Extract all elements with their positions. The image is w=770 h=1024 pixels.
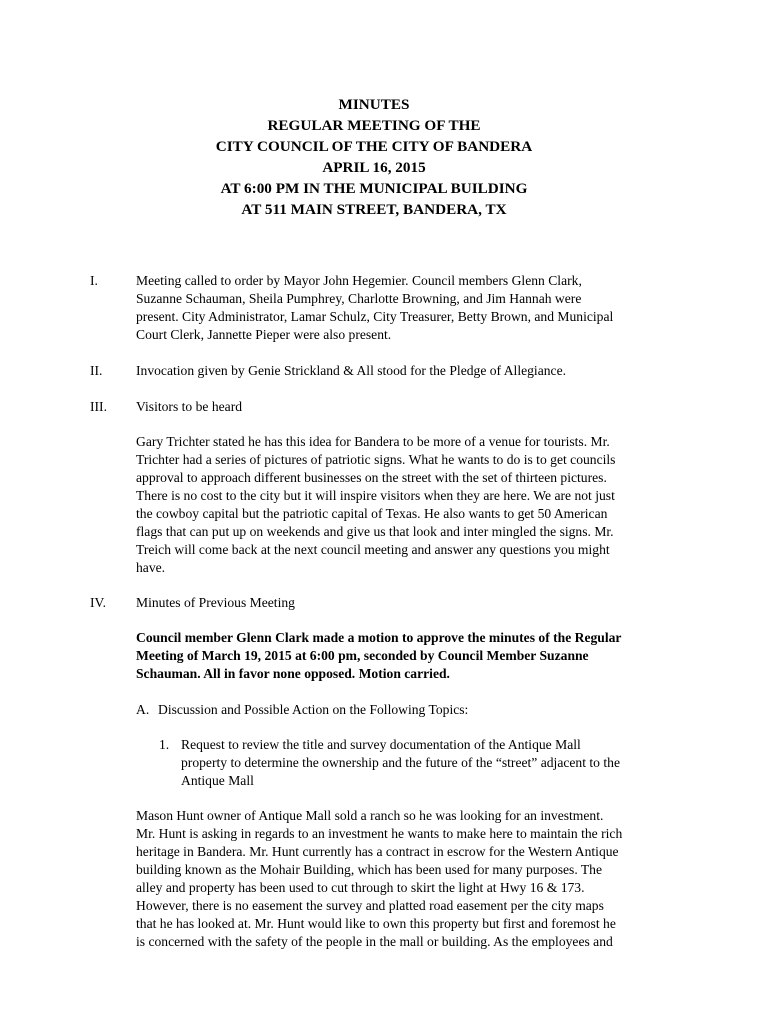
text-line: Trichter had a series of pictures of patriotic signs. What he wants to do is to get councils [136,452,616,467]
text-line: Schauman. All in favor none opposed. Motion carried. [136,666,450,681]
header-line: CITY COUNCIL OF THE CITY OF BANDERA [215,138,533,155]
item-request-review [181,736,681,790]
section-call-to-order [136,272,681,344]
text-line: Gary Trichter stated he has this idea for Bandera to be more of a venue for tourists. Mr. [136,434,610,449]
text-line: the cowboy capital but the patriotic capital of Texas. He also wants to get 50 American [136,506,608,521]
section-number: II. [90,363,103,378]
section-number: III. [90,399,107,414]
text-line: Suzanne Schauman, Sheila Pumphrey, Charlotte Browning, and Jim Hannah were [136,291,582,306]
text-line: Visitors to be heard [136,399,243,414]
text-line: There is no cost to the city but it will inspire visitors when they are here. We are not just [136,488,615,503]
header-line: REGULAR MEETING OF THE [267,117,481,134]
header-line: AT 511 MAIN STREET, BANDERA, TX [241,201,507,218]
subsection-letter: A. [136,702,150,717]
text-line: Mr. Hunt is asking in regards to an investment he wants to make here to maintain the rich [136,826,623,841]
item-number: 1. [159,737,170,752]
text-line: that he has looked at. Mr. Hunt would like to own this property but first and foremost he [136,916,616,931]
text-line: heritage in Bandera. Mr. Hunt currently has a contract in escrow for the Western Antique [136,844,619,859]
text-line: Treich will come back at the next council meeting and answer any questions you might [136,542,610,557]
text-line: present. City Administrator, Lamar Schulz, City Treasurer, Betty Brown, and Municipal [136,309,614,324]
header-line: APRIL 16, 2015 [322,159,426,176]
text-line: Council member Glenn Clark made a motion to approve the minutes of the Regular [136,630,622,645]
section-previous-minutes [136,594,681,612]
section-number: IV. [90,595,106,610]
text-line: Meeting of March 19, 2015 at 6:00 pm, seconded by Council Member Suzanne [136,648,589,663]
text-line: have. [136,560,166,575]
text-line: Mason Hunt owner of Antique Mall sold a ranch so he was looking for an investment. [136,808,604,823]
visitors-paragraph [136,433,681,577]
section-visitors [136,398,681,416]
text-line: Meeting called to order by Mayor John Hegemier. Council members Glenn Clark, [136,273,582,288]
text-line: alley and property has been used to cut through to skirt the light at Hwy 16 & 173. [136,880,585,895]
text-line: property to determine the ownership and the future of the “street” adjacent to the [181,755,620,770]
text-line: flags that can put up on weekends and give us that look and inter mingled the signs. Mr. [136,524,614,539]
text-line: Antique Mall [181,773,254,788]
minutes-header [0,94,748,220]
text-line: approval to approach different businesses on the street with the set of thirteen pictures. [136,470,607,485]
subsection-title: Discussion and Possible Action on the Following Topics: [158,702,469,717]
text-line: However, there is no easement the survey and platted road easement per the city maps [136,898,604,913]
text-line: building known as the Mohair Building, which has been used for many purposes. The [136,862,603,877]
text-line: Invocation given by Genie Strickland & All stood for the Pledge of Allegiance. [136,363,566,378]
section-invocation [136,362,681,380]
section-number: I. [90,273,98,288]
text-line: Court Clerk, Jannette Pieper were also present. [136,327,392,342]
header-line: MINUTES [338,96,410,113]
text-line: Minutes of Previous Meeting [136,595,295,610]
antique-mall-paragraph [136,807,681,951]
text-line: is concerned with the safety of the people in the mall or building. As the employees and [136,934,613,949]
header-line: AT 6:00 PM IN THE MUNICIPAL BUILDING [220,180,528,197]
text-line: Request to review the title and survey documentation of the Antique Mall [181,737,581,752]
motion-paragraph [136,629,681,683]
